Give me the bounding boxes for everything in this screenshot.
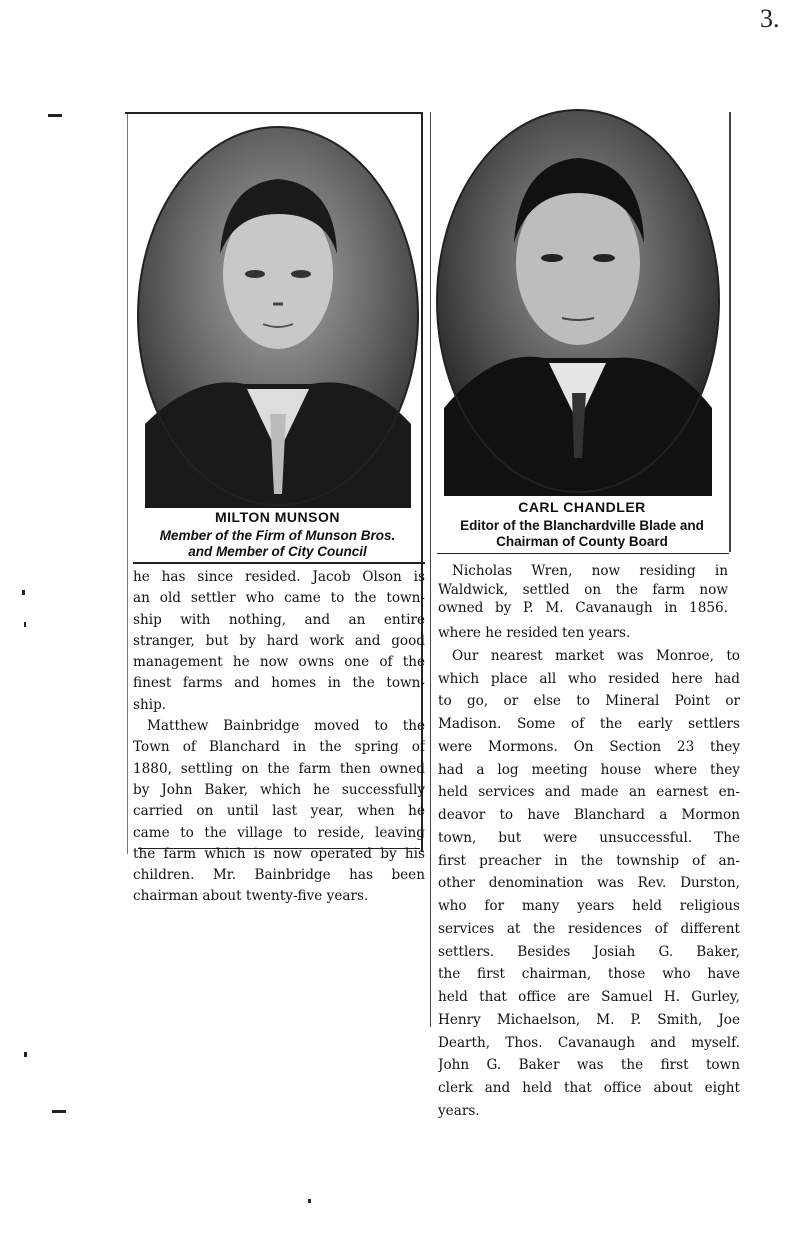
text-line: John G. Baker was the first town bbox=[438, 1057, 740, 1074]
column-rule bbox=[729, 112, 731, 552]
margin-mark bbox=[52, 1110, 66, 1113]
text-line: by John Baker, which he successfully bbox=[133, 781, 425, 798]
margin-mark bbox=[24, 1052, 27, 1057]
portrait-name: MILTON MUNSON bbox=[215, 509, 340, 525]
text-line: first preacher in the township of an- bbox=[438, 852, 740, 869]
margin-mark bbox=[22, 590, 25, 595]
portrait-milton-munson bbox=[135, 124, 421, 508]
text-line: came to the village to reside, leaving bbox=[133, 824, 425, 841]
text-line: stranger, but by hard work and good bbox=[133, 632, 425, 649]
frame-top-rule bbox=[125, 112, 422, 114]
text-line: 1880, settling on the farm then owned bbox=[133, 760, 425, 777]
text-line: Dearth, Thos. Cavanaugh and myself. bbox=[438, 1034, 740, 1051]
text-line: chairman about twenty-five years. bbox=[133, 888, 369, 905]
subtitle-line: and Member of City Council bbox=[188, 544, 367, 559]
text-line: which place all who resided here had bbox=[438, 670, 740, 687]
text-line: management he now owns one of the bbox=[133, 654, 425, 671]
portrait-carl-chandler bbox=[434, 108, 722, 496]
text-line: where he resided ten years. bbox=[438, 625, 631, 641]
text-line: held services and made an earnest en- bbox=[438, 784, 740, 801]
text-line: were Mormons. On Section 23 they bbox=[438, 738, 740, 755]
text-line: town, but were unsuccessful. The bbox=[438, 829, 740, 846]
text-line: held that office are Samuel H. Gurley, bbox=[438, 989, 740, 1005]
caption-rule bbox=[133, 562, 425, 564]
article-column-right bbox=[438, 622, 740, 1123]
subtitle-line: Chairman of County Board bbox=[496, 534, 668, 549]
article-column-left bbox=[133, 567, 425, 908]
text-line: had a log meeting house where they bbox=[438, 761, 740, 778]
column-rule bbox=[430, 112, 431, 1027]
text-line: other denomination was Rev. Durston, bbox=[438, 875, 740, 892]
text-line: Matthew Bainbridge moved to the bbox=[147, 718, 425, 735]
text-line: services at the residences of different bbox=[438, 920, 740, 937]
text-line: the first chairman, those who have bbox=[438, 966, 740, 983]
text-line: Our nearest market was Monroe, to bbox=[452, 647, 740, 664]
text-line: years. bbox=[438, 1102, 480, 1119]
text-line: Henry Michaelson, M. P. Smith, Joe bbox=[438, 1011, 740, 1028]
page-number: 3. bbox=[760, 4, 780, 33]
text-line: to go, or else to Mineral Point or bbox=[438, 693, 740, 710]
column-rule bbox=[127, 114, 128, 854]
caption-rule bbox=[437, 553, 729, 554]
article-column-right-top bbox=[438, 562, 728, 618]
subtitle-line: Member of the Firm of Munson Bros. bbox=[159, 528, 396, 543]
text-line: Waldwick, settled on the farm now bbox=[438, 581, 728, 598]
text-line: he has since resided. Jacob Olson is bbox=[133, 569, 425, 585]
text-line: finest farms and homes in the town- bbox=[133, 675, 425, 692]
portrait-subtitle bbox=[130, 528, 425, 560]
text-line: an old settler who came to the town- bbox=[133, 590, 425, 607]
margin-mark bbox=[48, 114, 62, 117]
margin-mark bbox=[24, 622, 26, 627]
text-line: clerk and held that office about eight bbox=[438, 1080, 740, 1096]
text-line: owned by P. M. Cavanaugh in 1856. bbox=[438, 600, 728, 616]
text-line: the farm which is now operated by his bbox=[133, 845, 425, 862]
text-line: deavor to have Blanchard a Mormon bbox=[438, 807, 740, 823]
text-line: ship with nothing, and an entire bbox=[133, 611, 425, 628]
margin-mark bbox=[308, 1199, 311, 1203]
portrait-subtitle bbox=[432, 518, 732, 550]
text-line: ship. bbox=[133, 696, 167, 713]
portrait-name: CARL CHANDLER bbox=[518, 499, 646, 515]
text-line: settlers. Besides Josiah G. Baker, bbox=[438, 943, 740, 960]
text-line: Nicholas Wren, now residing in bbox=[452, 563, 728, 579]
text-line: who for many years held religious bbox=[438, 898, 740, 914]
text-line: Town of Blanchard in the spring of bbox=[133, 739, 425, 756]
subtitle-line: Editor of the Blanchardville Blade and bbox=[460, 518, 704, 533]
text-line: children. Mr. Bainbridge has been bbox=[133, 867, 425, 884]
text-line: Madison. Some of the early settlers bbox=[438, 716, 740, 732]
text-line: carried on until last year, when he bbox=[133, 803, 425, 820]
